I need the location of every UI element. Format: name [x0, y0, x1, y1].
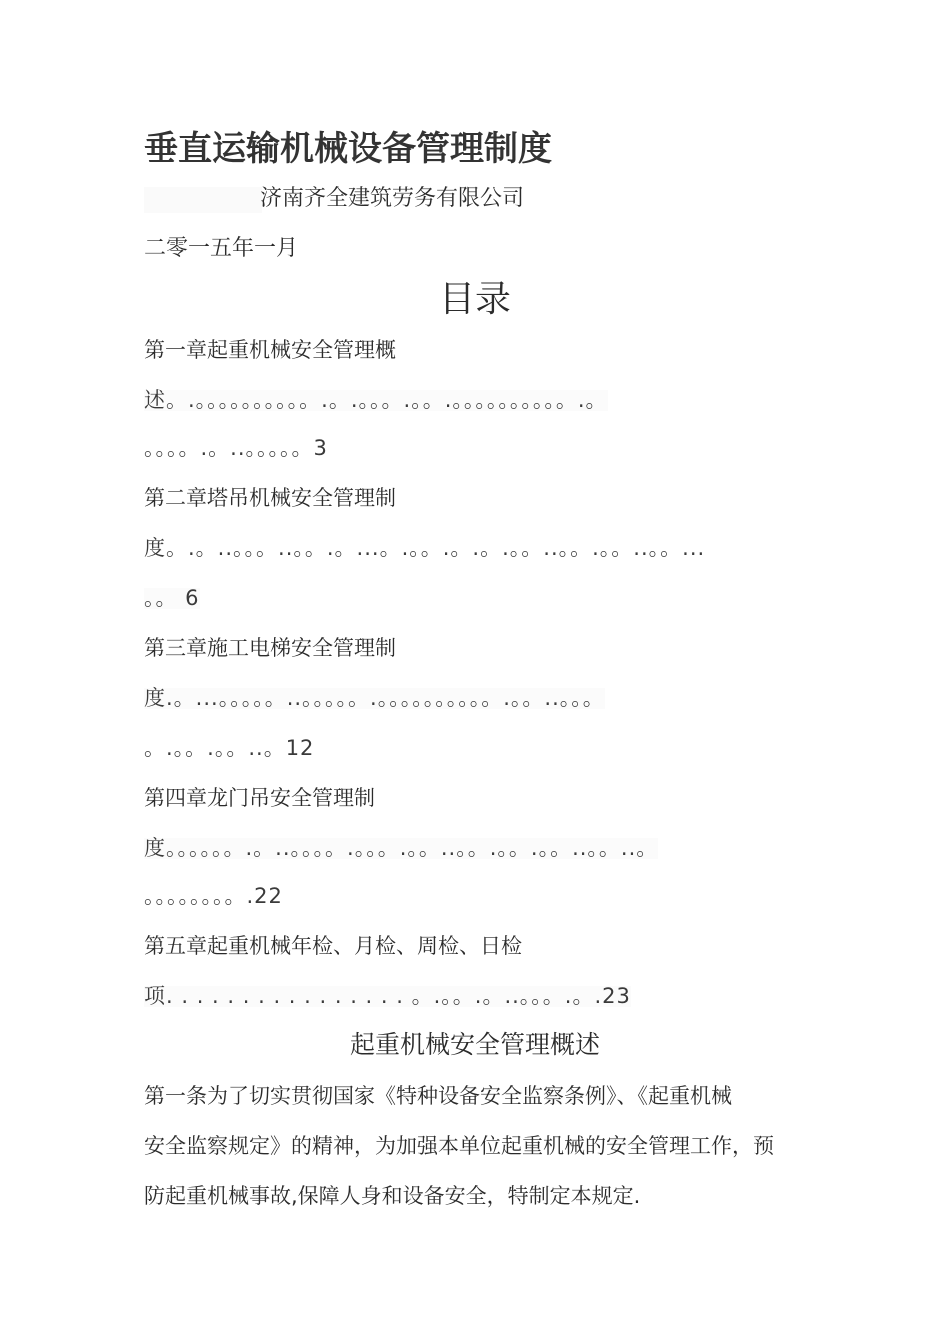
- toc-entry-3-leader: 度.。...。。。。。..。。。。。.。。。。。。。。。。.。。..。。。: [144, 686, 605, 710]
- toc-heading: 目录: [438, 279, 511, 320]
- toc-entry-1-page: 。。。。.。..。。。。。3: [144, 436, 328, 460]
- toc-entry-3-title: 第三章施工电梯安全管理制: [144, 636, 396, 660]
- toc-entry-4-title: 第四章龙门吊安全管理制: [144, 786, 375, 810]
- paragraph-line-3: 防起重机械事故,保障人身和设备安全，特制定本规定.: [144, 1184, 641, 1208]
- company-shade: [144, 187, 262, 213]
- toc-entry-2-title: 第二章塔吊机械安全管理制: [144, 486, 396, 510]
- company-name: 济南齐全建筑劳务有限公司: [260, 186, 525, 211]
- toc-entry-5-leader: 项. . . . . . . . . . . . . . . . 。.。。.。..。。。.。.23: [144, 984, 631, 1008]
- toc-entry-4-leader: 度。。。。。。.。..。。。。.。。。.。。..。。.。。.。。..。。..。: [144, 836, 659, 860]
- document-title: 垂直运输机械设备管理制度: [144, 129, 552, 169]
- document-date: 二零一五年一月: [144, 236, 299, 261]
- paragraph-line-2: 安全监察规定》的精神，为加强本单位起重机械的安全管理工作，预: [144, 1134, 774, 1158]
- toc-entry-5-title: 第五章起重机械年检、月检、周检、日检: [144, 934, 522, 958]
- toc-entry-4-page: 。。。。。。。。.22: [144, 884, 283, 908]
- toc-entry-3-page: 。.。。.。。..。12: [144, 736, 315, 760]
- toc-entry-2-leader: 度。.。..。。。..。。.。...。.。。.。.。.。。..。。.。。..。。...: [144, 536, 706, 560]
- section-title: 起重机械安全管理概述: [349, 1030, 600, 1059]
- toc-entry-1-title: 第一章起重机械安全管理概: [144, 338, 396, 362]
- paragraph-line-1: 第一条为了切实贯彻国家《特种设备安全监察条例》、《起重机械: [144, 1084, 732, 1108]
- toc-entry-2-page: 。。 6: [144, 586, 200, 610]
- toc-entry-1-leader: 述。.。。。。。。。。。。.。.。。。.。。.。。。。。。。。。。.。: [144, 388, 608, 412]
